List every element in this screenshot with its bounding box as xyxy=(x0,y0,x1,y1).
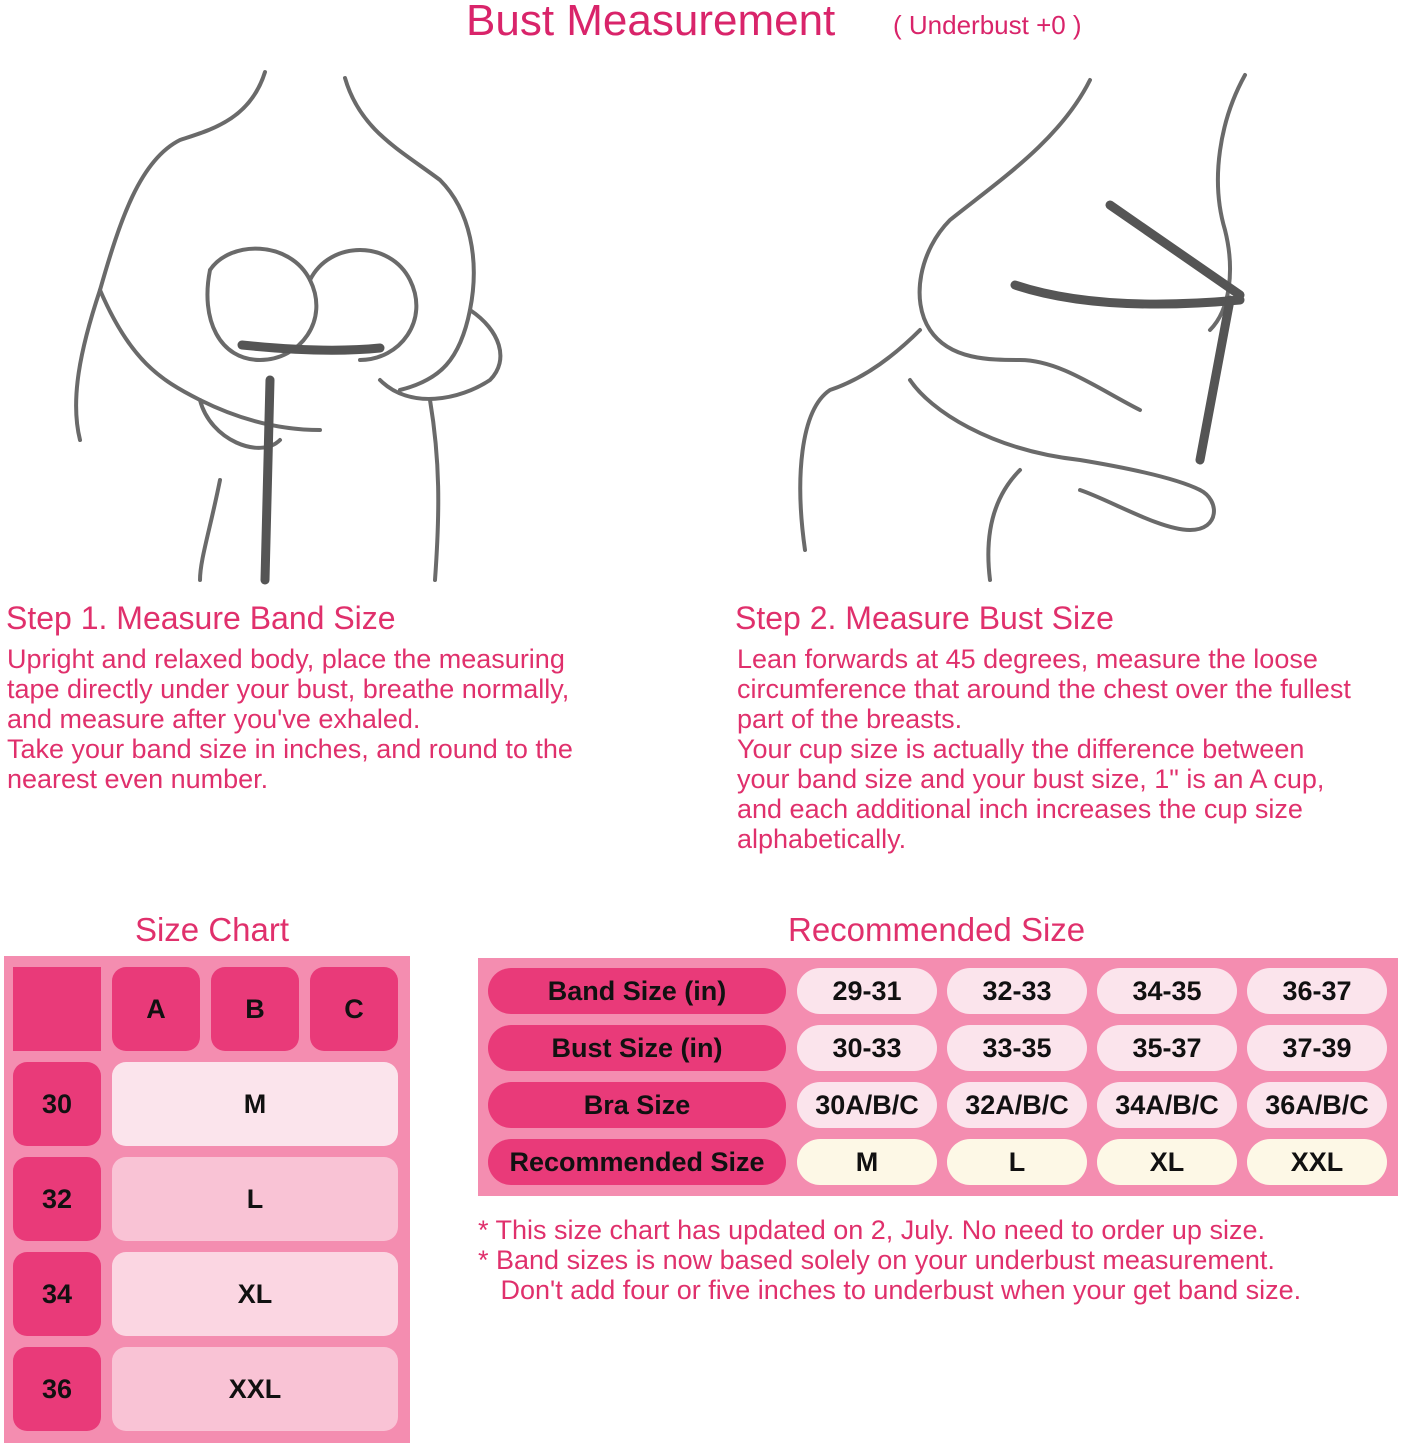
size-chart-table xyxy=(4,956,410,1443)
page-title: Bust Measurement xyxy=(466,0,836,45)
step2-line: and each additional inch increases the cup size xyxy=(737,794,1303,824)
step1-title: Step 1. Measure Band Size xyxy=(6,600,396,636)
value-cell: 35-37 xyxy=(1097,1025,1237,1071)
step1-line: Take your band size in inches, and round to the xyxy=(7,734,573,764)
value-cell: M xyxy=(797,1139,937,1185)
row-label: Band Size (in) xyxy=(488,968,786,1014)
value-cell: XXL xyxy=(1247,1139,1387,1185)
size-cell: L xyxy=(112,1157,398,1241)
band-header: 32 xyxy=(13,1157,101,1241)
note-line: Don't add four or five inches to underbust when your get band size. xyxy=(478,1275,1302,1305)
step2-line: part of the breasts. xyxy=(737,704,963,734)
cup-header: A xyxy=(112,967,200,1051)
row-label: Bust Size (in) xyxy=(488,1025,786,1071)
value-cell: 29-31 xyxy=(797,968,937,1014)
value-cell: 37-39 xyxy=(1247,1025,1387,1071)
value-cell: 33-35 xyxy=(947,1025,1087,1071)
value-cell: 36-37 xyxy=(1247,968,1387,1014)
cup-header: B xyxy=(211,967,299,1051)
value-cell: 30-33 xyxy=(797,1025,937,1071)
row-label: Bra Size xyxy=(488,1082,786,1128)
size-cell: M xyxy=(112,1062,398,1146)
value-cell: 34-35 xyxy=(1097,968,1237,1014)
note-line: * This size chart has updated on 2, July. No need to order up size. xyxy=(478,1215,1265,1245)
value-cell: L xyxy=(947,1139,1087,1185)
page-subtitle: ( Underbust +0 ) xyxy=(893,10,1082,40)
value-cell: 34A/B/C xyxy=(1097,1082,1237,1128)
step2-line: your band size and your bust size, 1" is an A cup, xyxy=(737,764,1325,794)
size-notes xyxy=(478,1215,1301,1305)
band-header: 34 xyxy=(13,1252,101,1336)
band-header: 30 xyxy=(13,1062,101,1146)
value-cell: XL xyxy=(1097,1139,1237,1185)
band-measure-illustration xyxy=(60,60,580,590)
cup-header: C xyxy=(310,967,398,1051)
value-cell: 32A/B/C xyxy=(947,1082,1087,1128)
size-chart-corner xyxy=(13,967,101,1051)
step2-description xyxy=(737,644,1351,854)
step1-description xyxy=(7,644,573,794)
step1-line: nearest even number. xyxy=(7,764,269,794)
step1-line: Upright and relaxed body, place the measuring xyxy=(7,644,565,674)
size-cell: XXL xyxy=(112,1347,398,1431)
bust-measure-illustration xyxy=(760,60,1280,590)
step2-line: circumference that around the chest over the fullest xyxy=(737,674,1351,704)
step1-line: tape directly under your bust, breathe normally, xyxy=(7,674,570,704)
step2-line: alphabetically. xyxy=(737,824,907,854)
row-label: Recommended Size xyxy=(488,1139,786,1185)
value-cell: 32-33 xyxy=(947,968,1087,1014)
step1-line: and measure after you've exhaled. xyxy=(7,704,421,734)
step2-line: Lean forwards at 45 degrees, measure the loose xyxy=(737,644,1318,674)
step2-line: Your cup size is actually the difference between xyxy=(737,734,1305,764)
step2-title: Step 2. Measure Bust Size xyxy=(735,600,1114,636)
size-chart-title: Size Chart xyxy=(134,911,290,948)
band-header: 36 xyxy=(13,1347,101,1431)
value-cell: 36A/B/C xyxy=(1247,1082,1387,1128)
value-cell: 30A/B/C xyxy=(797,1082,937,1128)
page-header xyxy=(0,0,1420,52)
recommended-size-title: Recommended Size xyxy=(788,911,1086,948)
size-cell: XL xyxy=(112,1252,398,1336)
note-line: * Band sizes is now based solely on your underbust measurement. xyxy=(478,1245,1275,1275)
recommended-size-table xyxy=(478,958,1398,1196)
